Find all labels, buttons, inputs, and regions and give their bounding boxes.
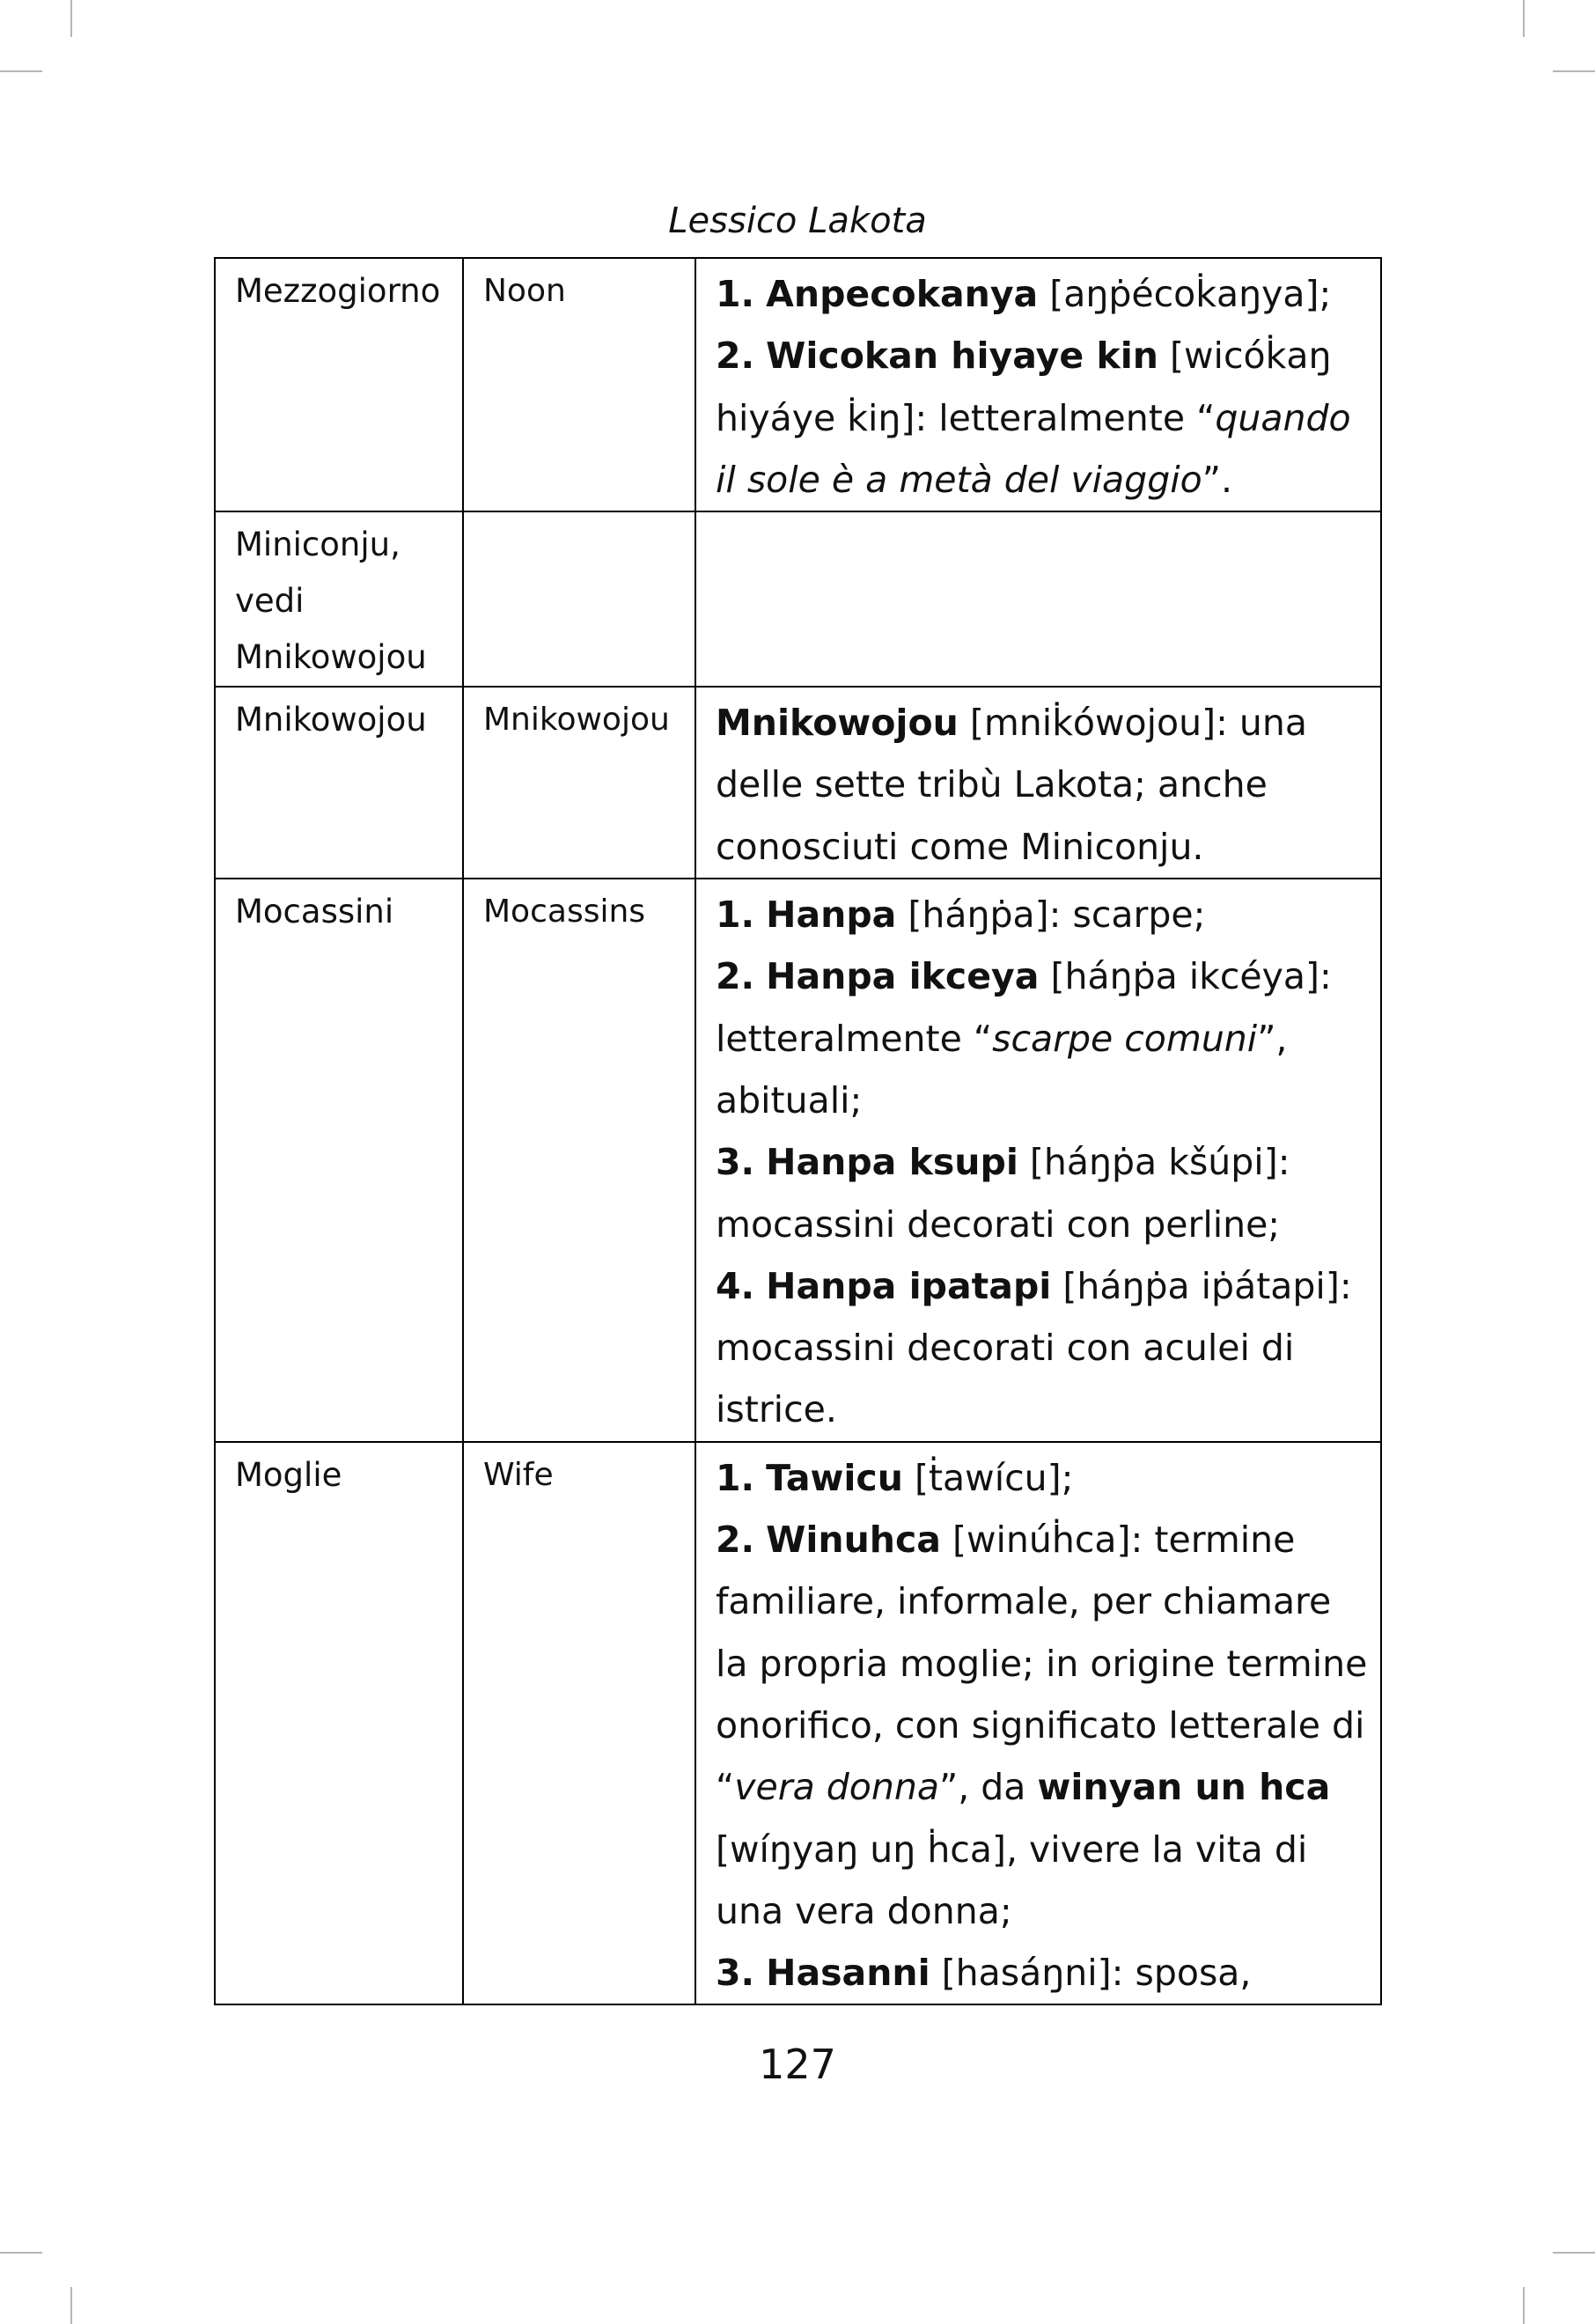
definition-entry: [716, 1942, 1368, 2004]
crop-mark: [1523, 0, 1525, 37]
pronunciation-gloss: [wíŋyaŋ uŋ ḣca], vivere la vita di una vera donna;: [716, 1828, 1308, 1932]
definition-entry: [716, 263, 1368, 325]
lakota-term: Tawicu: [766, 1456, 903, 1499]
crop-mark: [70, 0, 72, 37]
lakota-definition-cell: [695, 511, 1381, 687]
lakota-term: Hanpa: [766, 894, 897, 937]
crop-mark: [0, 2252, 42, 2254]
lakota-term: Hanpa ipatapi: [766, 1264, 1052, 1307]
table-row: [215, 687, 1381, 879]
definition-entry: [716, 1447, 1368, 1509]
english-term-cell: Mocassins: [463, 879, 695, 1442]
table-row: [215, 511, 1381, 687]
italian-term-cell: Mnikowojou: [215, 687, 463, 879]
definition-entry: [716, 325, 1368, 511]
entry-number: 3.: [716, 1952, 755, 1995]
entry-number: 2.: [716, 955, 755, 998]
gloss-continuation: ”, abituali;: [716, 1017, 1288, 1122]
pronunciation-gloss: [háŋṗa iṗátapi]: mocassini decorati con aculei di istrice.: [716, 1264, 1352, 1431]
entry-number: 1.: [716, 273, 755, 315]
entry-number: 1.: [716, 894, 755, 937]
pronunciation-gloss: [hasáŋni]: sposa,: [930, 1952, 1252, 1995]
pronunciation-gloss: [mnik̇ówojou]: una delle sette tribù Lakota; anche conosciuti come Miniconju.: [716, 702, 1308, 868]
crop-mark: [1523, 2287, 1525, 2324]
italian-term-cell: Mocassini: [215, 879, 463, 1442]
english-term-cell: [463, 511, 695, 687]
english-term-cell: Wife: [463, 1442, 695, 2005]
definition-entry: [716, 884, 1368, 945]
pronunciation-gloss: [aŋṗécok̇aŋya];: [1038, 273, 1332, 315]
definition-entry: [716, 945, 1368, 1131]
entry-number: 2.: [716, 335, 755, 378]
definition-entry: [716, 1509, 1368, 1942]
english-term-cell: Mnikowojou: [463, 687, 695, 879]
definition-entry: [716, 692, 1368, 878]
pronunciation-gloss: [ṫawícu];: [902, 1456, 1074, 1499]
lakota-term: Wicokan hiyaye kin: [766, 335, 1158, 378]
lakota-term: winyan un hca: [1037, 1766, 1331, 1809]
page-number: 127: [759, 2041, 836, 2088]
lakota-term: Winuhca: [766, 1519, 941, 1562]
lakota-definition-cell: [695, 687, 1381, 879]
entry-number: 4.: [716, 1264, 755, 1307]
lakota-definition-cell: [695, 258, 1381, 511]
pronunciation-gloss: [háŋṗa ikcéya]: letteralmente “: [716, 955, 1332, 1060]
english-term-cell: Noon: [463, 258, 695, 511]
italian-term-cell: Miniconju, vedi Mnikowojou: [215, 511, 463, 687]
lakota-term: Mnikowojou: [716, 702, 959, 745]
lakota-term: Hanpa ksupi: [766, 1141, 1018, 1184]
lakota-term: Anpecokanya: [766, 273, 1039, 315]
entry-number: 1.: [716, 1456, 755, 1499]
running-header: Lessico Lakota: [668, 201, 927, 241]
entry-number: 2.: [716, 1519, 755, 1562]
lakota-term: Hasanni: [766, 1952, 930, 1995]
lakota-definition-cell: [695, 879, 1381, 1442]
lakota-definition-cell: [695, 1442, 1381, 2005]
crop-mark: [1553, 2252, 1595, 2254]
gloss-continuation: ”, da: [938, 1766, 1038, 1809]
entry-number: 3.: [716, 1141, 755, 1184]
pronunciation-gloss: [wicók̇aŋ hiyáye k̇iŋ]: letteralmente “: [716, 335, 1332, 439]
pronunciation-gloss: [háŋṗa kšúpi]: mocassini decorati con perline;: [716, 1141, 1290, 1246]
pronunciation-gloss: [winúḣca]: termine familiare, informale, per chiamare la propria moglie; in origine termine onorifico, con significato letterale di “: [716, 1519, 1368, 1809]
crop-mark: [0, 70, 42, 72]
definition-entry: [716, 1131, 1368, 1255]
italian-term-cell: Moglie: [215, 1442, 463, 2005]
italic-gloss: scarpe comuni: [992, 1017, 1258, 1060]
crop-mark: [1553, 70, 1595, 72]
italic-gloss: quando il sole è a metà del viaggio: [716, 396, 1351, 501]
lexicon-table: [214, 257, 1382, 2005]
pronunciation-gloss: [háŋṗa]: scarpe;: [896, 894, 1206, 937]
italic-gloss: vera donna: [734, 1766, 939, 1809]
italian-term-cell: Mezzogiorno: [215, 258, 463, 511]
table-row: [215, 879, 1381, 1442]
lakota-term: Hanpa ikceya: [766, 955, 1040, 998]
definition-entry: [716, 1255, 1368, 1441]
crop-mark: [70, 2287, 72, 2324]
table-row: [215, 1442, 1381, 2005]
gloss-continuation: ”.: [1202, 458, 1232, 501]
table-row: [215, 258, 1381, 511]
lexicon-table-body: [215, 258, 1381, 2004]
